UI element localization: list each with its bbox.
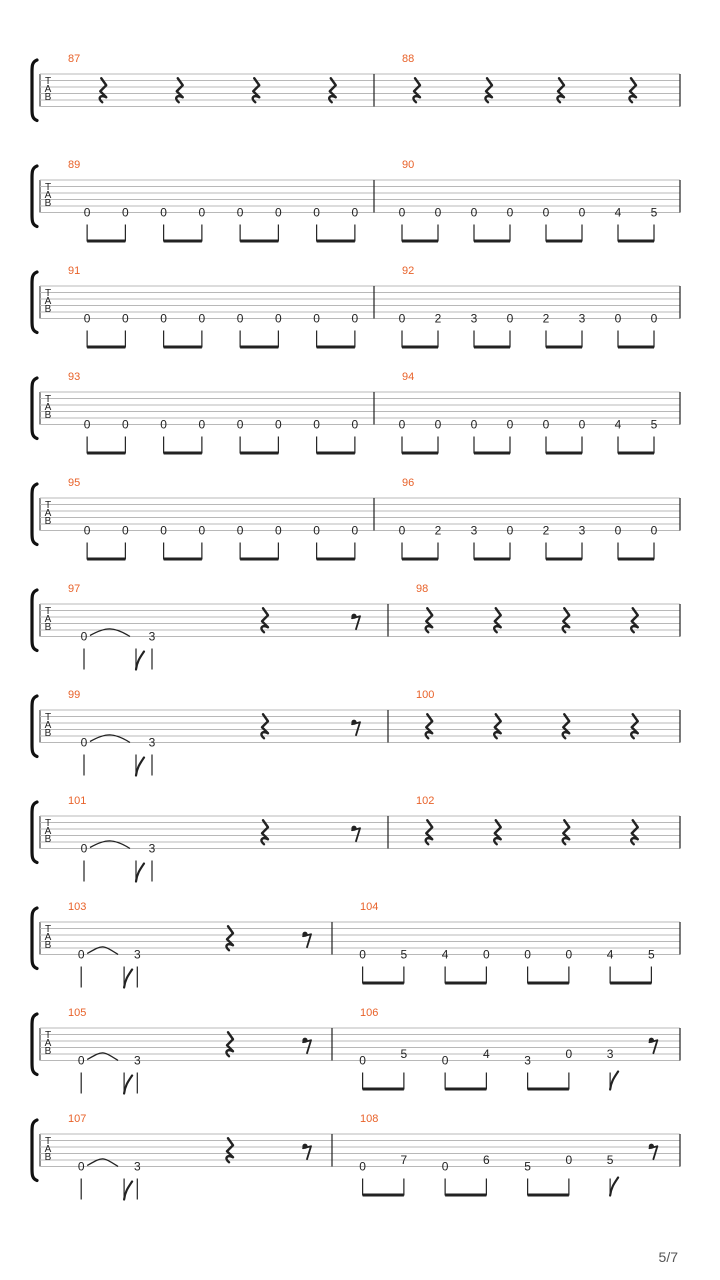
eighth-beam (528, 1088, 569, 1091)
system-bracket (32, 696, 37, 757)
eighth-rest (649, 1040, 657, 1053)
fret-number: 0 (470, 417, 478, 432)
tab-clef-letter: A (44, 1038, 52, 1049)
tab-system (32, 265, 680, 349)
eighth-rest (303, 1040, 311, 1053)
measure-number: 89 (68, 159, 81, 171)
eighth-beam (474, 558, 510, 561)
fret-number: 0 (160, 311, 167, 326)
quarter-rest (563, 714, 570, 738)
system-bracket (32, 802, 37, 863)
eighth-beam (317, 346, 355, 349)
fret-number: 0 (236, 523, 244, 538)
tab-system (32, 583, 680, 670)
fret-number: 0 (578, 417, 586, 432)
fret-number: 3 (524, 1053, 531, 1068)
eighth-rest (649, 1146, 657, 1159)
measure-number: 87 (68, 53, 81, 65)
quarter-rest (631, 820, 638, 844)
fret-number: 0 (351, 205, 359, 220)
fret-number: 3 (133, 1159, 141, 1174)
fret-number: 0 (198, 523, 206, 538)
tab-clef-letter: A (44, 720, 52, 731)
tab-clef-letter: T (44, 606, 52, 617)
fret-number: 0 (80, 841, 88, 856)
eighth-beam (164, 240, 202, 243)
fret-number: 3 (148, 841, 156, 856)
tab-clef-letter: T (44, 924, 52, 935)
tab-system (32, 53, 680, 121)
eighth-beam (445, 1194, 486, 1197)
fret-number: 0 (359, 947, 366, 962)
system-bracket (32, 272, 37, 333)
system-bracket (32, 60, 37, 121)
fret-number: 0 (275, 205, 282, 220)
tab-system (32, 371, 680, 455)
fret-number: 0 (614, 311, 622, 326)
measure-number: 92 (402, 265, 415, 277)
eighth-beam (546, 452, 582, 455)
eighth-rest (352, 616, 360, 629)
tab-clef-letter: B (44, 410, 52, 421)
eighth-beam (402, 558, 438, 561)
fret-number: 0 (313, 311, 320, 326)
fret-number: 0 (398, 311, 406, 326)
note-flag (124, 1182, 132, 1200)
tab-clef-letter: T (44, 1030, 52, 1041)
fret-number: 5 (650, 417, 658, 432)
system-bracket (32, 484, 37, 545)
fret-number: 0 (313, 523, 320, 538)
eighth-beam (474, 240, 510, 243)
fret-number: 3 (470, 311, 478, 326)
fret-number: 0 (506, 523, 514, 538)
fret-number: 5 (606, 1153, 614, 1167)
quarter-rest (494, 608, 501, 632)
measure-number: 88 (402, 53, 415, 65)
system-bracket (32, 166, 37, 227)
fret-number: 0 (77, 1053, 85, 1068)
measure-number: 98 (416, 583, 429, 595)
fret-number: 0 (236, 311, 244, 326)
eighth-beam (164, 346, 202, 349)
eighth-beam (363, 1088, 404, 1091)
fret-number: 0 (160, 205, 167, 220)
tab-clef-letter: T (44, 712, 52, 723)
fret-number: 0 (506, 311, 514, 326)
tab-clef-letter: A (44, 1144, 52, 1155)
fret-number: 0 (83, 311, 91, 326)
fret-number: 2 (434, 523, 442, 538)
quarter-rest (494, 820, 501, 844)
measure-number: 105 (68, 1007, 87, 1019)
tab-clef-letter: B (44, 1152, 52, 1163)
eighth-beam (363, 982, 404, 985)
fret-number: 0 (351, 417, 359, 432)
tab-clef-letter: A (44, 296, 52, 307)
eighth-beam (546, 346, 582, 349)
fret-number: 2 (542, 311, 550, 326)
eighth-beam (618, 240, 654, 243)
fret-number: 3 (148, 629, 156, 644)
fret-number: 0 (614, 523, 622, 538)
fret-number: 0 (313, 205, 320, 220)
eighth-beam (317, 452, 355, 455)
fret-number: 0 (160, 417, 167, 432)
quarter-rest (176, 78, 183, 102)
tab-clef-letter: A (44, 84, 52, 95)
measure-number: 91 (68, 265, 81, 277)
tab-clef-letter: B (44, 622, 52, 633)
tab-system (32, 1113, 680, 1200)
tab-system (32, 477, 680, 561)
eighth-beam (402, 240, 438, 243)
eighth-beam (618, 346, 654, 349)
fret-number: 0 (83, 417, 91, 432)
eighth-beam (402, 346, 438, 349)
quarter-rest (226, 1032, 233, 1056)
eighth-beam (87, 558, 125, 561)
tab-system (32, 159, 680, 243)
quarter-rest (563, 820, 570, 844)
fret-number: 5 (524, 1159, 531, 1174)
fret-number: 0 (434, 205, 442, 220)
tab-clef-letter: T (44, 182, 52, 193)
fret-number: 0 (650, 523, 658, 538)
note-flag (124, 1076, 132, 1094)
note-flag (136, 652, 144, 670)
eighth-beam (610, 982, 651, 985)
tab-clef-letter: T (44, 394, 52, 405)
fret-number: 0 (83, 205, 91, 220)
tab-system (32, 689, 680, 776)
fret-number: 0 (122, 417, 129, 432)
eighth-beam (528, 982, 569, 985)
note-flag (136, 758, 144, 776)
quarter-rest (226, 926, 233, 950)
eighth-beam (474, 346, 510, 349)
fret-number: 0 (275, 311, 282, 326)
measure-number: 106 (360, 1007, 379, 1019)
fret-number: 3 (578, 523, 586, 538)
tab-system (32, 795, 680, 882)
fret-number: 4 (614, 417, 622, 432)
quarter-rest (261, 714, 268, 738)
tab-clef-letter: A (44, 932, 52, 943)
tab-clef-letter: A (44, 402, 52, 413)
fret-number: 4 (614, 205, 622, 220)
fret-number: 0 (470, 205, 478, 220)
eighth-beam (474, 452, 510, 455)
fret-number: 0 (122, 311, 129, 326)
measure-number: 104 (360, 901, 379, 913)
tab-clef-letter: B (44, 834, 52, 845)
fret-number: 0 (506, 205, 514, 220)
fret-number: 0 (565, 1153, 573, 1167)
system-bracket (32, 1120, 37, 1181)
tab-clef-letter: B (44, 940, 52, 951)
quarter-rest (557, 78, 564, 102)
measure-number: 94 (402, 371, 415, 383)
fret-number: 0 (77, 1159, 85, 1174)
fret-number: 5 (650, 205, 658, 220)
quarter-rest (494, 714, 501, 738)
eighth-beam (546, 240, 582, 243)
tab-clef-letter: B (44, 728, 52, 739)
tab-clef-letter: B (44, 1046, 52, 1057)
eighth-beam (240, 240, 278, 243)
fret-number: 0 (80, 629, 88, 644)
fret-number: 0 (236, 417, 244, 432)
tab-system (32, 901, 680, 988)
eighth-beam (87, 452, 125, 455)
fret-number: 0 (542, 205, 550, 220)
tab-clef-letter: T (44, 818, 52, 829)
eighth-rest (352, 828, 360, 841)
tab-clef-letter: A (44, 190, 52, 201)
note-flag (124, 970, 132, 988)
fret-number: 0 (313, 417, 320, 432)
eighth-beam (317, 558, 355, 561)
quarter-rest (413, 78, 420, 102)
fret-number: 0 (275, 523, 282, 538)
tab-clef-letter: B (44, 516, 52, 527)
quarter-rest (563, 608, 570, 632)
fret-number: 3 (470, 523, 478, 538)
fret-number: 4 (606, 947, 614, 962)
tab-clef-letter: B (44, 92, 52, 103)
measure-number: 93 (68, 371, 81, 383)
eighth-beam (546, 558, 582, 561)
note-flag (136, 864, 144, 882)
fret-number: 0 (198, 205, 206, 220)
eighth-beam (445, 982, 486, 985)
measure-number: 108 (360, 1113, 379, 1125)
eighth-rest (303, 1146, 311, 1159)
tab-clef-letter: A (44, 826, 52, 837)
fret-number: 3 (606, 1047, 614, 1061)
quarter-rest (426, 820, 433, 844)
measure-number: 101 (68, 795, 87, 807)
measure-number: 90 (402, 159, 415, 171)
quarter-rest (226, 1138, 233, 1162)
eighth-beam (240, 558, 278, 561)
note-flag (610, 1072, 618, 1090)
tab-clef-letter: A (44, 614, 52, 625)
eighth-beam (363, 1194, 404, 1197)
fret-number: 0 (122, 205, 129, 220)
fret-number: 0 (83, 523, 91, 538)
measure-number: 103 (68, 901, 87, 913)
fret-number: 0 (506, 417, 514, 432)
fret-number: 3 (148, 735, 156, 750)
eighth-beam (240, 452, 278, 455)
fret-number: 5 (400, 947, 408, 962)
fret-number: 5 (400, 1047, 408, 1061)
fret-number: 0 (122, 523, 129, 538)
eighth-beam (618, 558, 654, 561)
quarter-rest (629, 78, 636, 102)
fret-number: 7 (400, 1153, 408, 1167)
tab-clef-letter: T (44, 1136, 52, 1147)
eighth-rest (352, 722, 360, 735)
page-number: 5/7 (658, 1249, 678, 1265)
fret-number: 0 (198, 417, 206, 432)
system-bracket (32, 1014, 37, 1075)
fret-number: 0 (398, 205, 406, 220)
eighth-beam (87, 346, 125, 349)
fret-number: 0 (650, 311, 658, 326)
fret-number: 0 (80, 735, 88, 750)
tab-clef-letter: B (44, 304, 52, 315)
tab-clef-letter: T (44, 288, 52, 299)
fret-number: 0 (441, 1159, 449, 1174)
eighth-rest (303, 934, 311, 947)
tab-system (32, 1007, 680, 1094)
eighth-beam (402, 452, 438, 455)
measure-number: 102 (416, 795, 435, 807)
eighth-beam (164, 452, 202, 455)
quarter-rest (426, 608, 433, 632)
fret-number: 0 (398, 523, 406, 538)
fret-number: 6 (483, 1153, 490, 1167)
fret-number: 3 (133, 1053, 141, 1068)
eighth-beam (317, 240, 355, 243)
tab-clef-letter: B (44, 198, 52, 209)
quarter-rest (261, 820, 268, 844)
quarter-rest (261, 608, 268, 632)
fret-number: 0 (565, 947, 573, 962)
system-bracket (32, 590, 37, 651)
quarter-rest (253, 78, 260, 102)
eighth-beam (618, 452, 654, 455)
fret-number: 3 (578, 311, 586, 326)
fret-number: 0 (434, 417, 442, 432)
system-bracket (32, 908, 37, 969)
measure-number: 96 (402, 477, 415, 489)
fret-number: 5 (648, 947, 655, 962)
fret-number: 0 (359, 1159, 366, 1174)
measure-number: 107 (68, 1113, 87, 1125)
measure-number: 100 (416, 689, 435, 701)
quarter-rest (426, 714, 433, 738)
eighth-beam (240, 346, 278, 349)
note-flag (610, 1178, 618, 1196)
fret-number: 0 (578, 205, 586, 220)
fret-number: 0 (198, 311, 206, 326)
quarter-rest (329, 78, 336, 102)
tab-clef-letter: T (44, 500, 52, 511)
fret-number: 0 (351, 311, 359, 326)
fret-number: 0 (524, 947, 531, 962)
eighth-beam (445, 1088, 486, 1091)
fret-number: 0 (275, 417, 282, 432)
fret-number: 0 (236, 205, 244, 220)
fret-number: 2 (434, 311, 442, 326)
eighth-beam (87, 240, 125, 243)
fret-number: 0 (441, 1053, 449, 1068)
fret-number: 4 (441, 947, 449, 962)
quarter-rest (485, 78, 492, 102)
fret-number: 0 (565, 1047, 573, 1061)
measure-number: 95 (68, 477, 81, 489)
eighth-beam (164, 558, 202, 561)
fret-number: 0 (359, 1053, 366, 1068)
fret-number: 0 (160, 523, 167, 538)
fret-number: 0 (351, 523, 359, 538)
fret-number: 4 (483, 1047, 490, 1061)
fret-number: 0 (483, 947, 490, 962)
fret-number: 0 (542, 417, 550, 432)
quarter-rest (100, 78, 107, 102)
tab-clef-letter: A (44, 508, 52, 519)
tab-clef-letter: T (44, 76, 52, 87)
quarter-rest (631, 714, 638, 738)
fret-number: 0 (398, 417, 406, 432)
eighth-beam (528, 1194, 569, 1197)
fret-number: 2 (542, 523, 550, 538)
measure-number: 99 (68, 689, 81, 701)
fret-number: 3 (133, 947, 141, 962)
quarter-rest (631, 608, 638, 632)
system-bracket (32, 378, 37, 439)
fret-number: 0 (77, 947, 85, 962)
measure-number: 97 (68, 583, 81, 595)
